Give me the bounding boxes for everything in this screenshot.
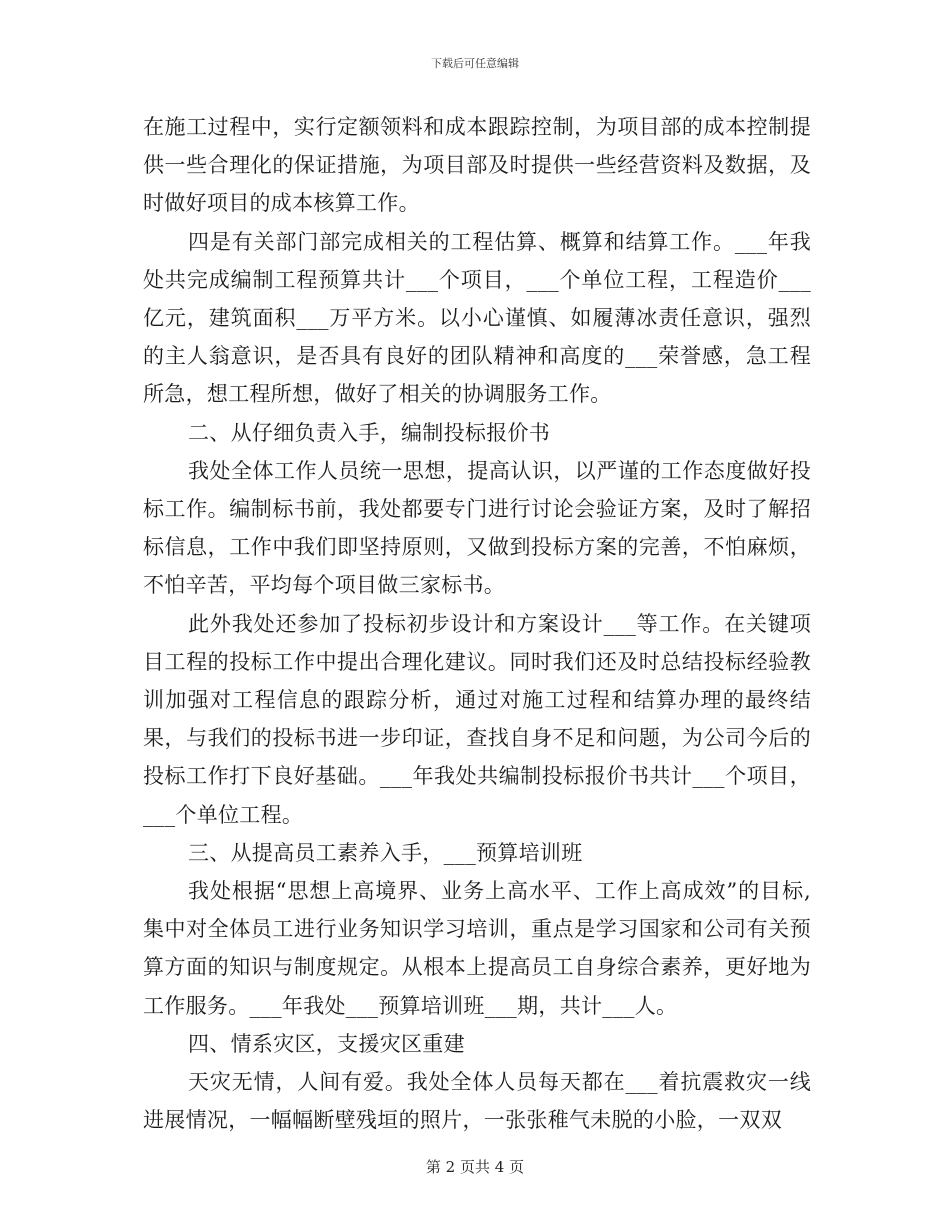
section-heading-bidding: 二、从仔细负责入手，编制投标报价书 xyxy=(188,420,551,445)
page-header: 下载后可任意编辑 xyxy=(431,57,519,70)
page-footer: 第 2 页共 4 页 xyxy=(425,1158,525,1176)
paragraph-estimates: 四是有关部门部完成相关的工程估算、概算和结算工作。___年我处共完成编制工程预算共计___个项目，___个单位工程，工程造价___亿元，建筑面积___万平方米。以小心谨慎、如履薄冰责任意识，强烈的主人翁意识，是否具有良好的团队精神和高度的___荣誉感，急工程所急，想工程所想，做好了相关的协调服务工作。 xyxy=(143,229,811,407)
paragraph-bidding-design: 此外我处还参加了投标初步设计和方案设计___等工作。在关键项目工程的投标工作中提出合理化建议。同时我们还及时总结投标经验教训加强对工程信息的跟踪分析，通过对施工过程和结算办理的最终结果，与我们的投标书进一步印证，查找自身不足和问题，为公司今后的投标工作打下良好基础。___年我处共编制投标报价书共计___个项目，___个单位工程。 xyxy=(143,611,811,827)
paragraph-bidding-work: 我处全体工作人员统一思想，提高认识，以严谨的工作态度做好投标工作。编制标书前，我处都要专门进行讨论会验证方案，及时了解招标信息，工作中我们即坚持原则，又做到投标方案的完善，不怕麻烦，不怕辛苦，平均每个项目做三家标书。 xyxy=(143,458,811,598)
section-heading-training: 三、从提高员工素养入手，___预算培训班 xyxy=(188,840,583,865)
section-heading-disaster-relief: 四、情系灾区，支援灾区重建 xyxy=(188,1031,465,1056)
paragraph-training: 我处根据“思想上高境界、业务上高水平、工作上高成效”的目标,集中对全体员工进行业务知识学习培训，重点是学习国家和公司有关预算方面的知识与制度规定。从根本上提高员工自身综合素养，更好地为工作服务。___年我处___预算培训班___期，共计___人。 xyxy=(143,879,811,1018)
paragraph-disaster-relief: 天灾无情，人间有爱。我处全体人员每天都在___着抗震救灾一线进展情况，一幅幅断壁残垣的照片，一张张稚气未脱的小脸，一双双 xyxy=(143,1070,811,1133)
paragraph-cost-control: 在施工过程中，实行定额领料和成本跟踪控制，为项目部的成本控制提供一些合理化的保证措施，为项目部及时提供一些经营资料及数据，及时做好项目的成本核算工作。 xyxy=(143,115,811,216)
document-body xyxy=(143,108,811,1139)
